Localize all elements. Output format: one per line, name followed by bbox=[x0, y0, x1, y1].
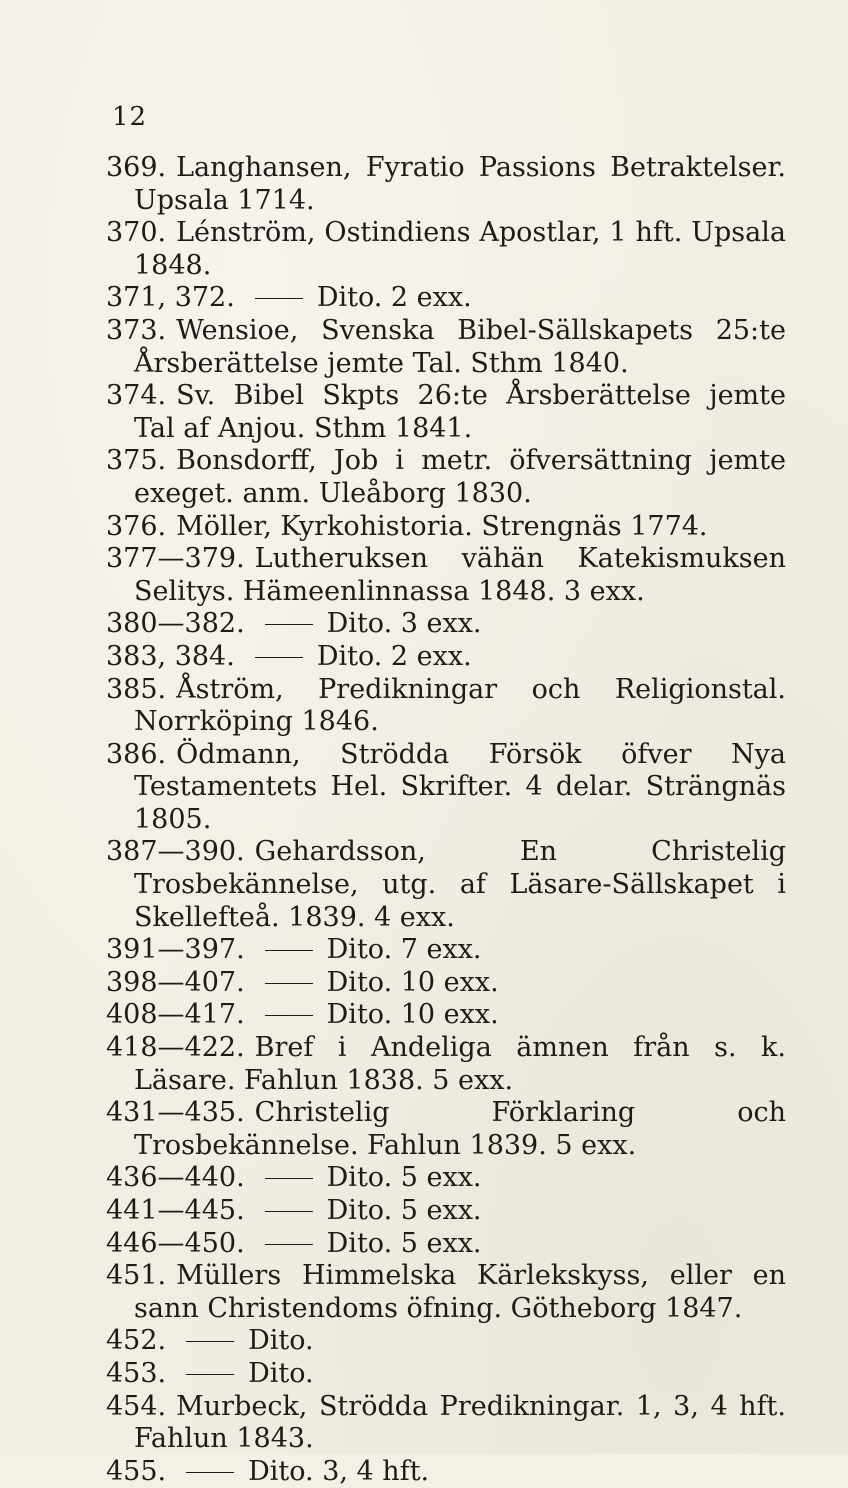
catalog-entry bbox=[106, 1032, 786, 1097]
catalog-entry bbox=[106, 999, 786, 1032]
entry-number: 431—435. bbox=[106, 1097, 245, 1129]
ditto-dash bbox=[265, 1015, 313, 1016]
entry-text: Dito. 7 exx. bbox=[326, 934, 482, 966]
entry-number: 380—382. bbox=[106, 608, 245, 640]
entry-text: Dito. 3, 4 hft. bbox=[248, 1455, 430, 1487]
entry-number: 386. bbox=[106, 738, 167, 770]
entry-text: Sv. Bibel Skpts 26:te Årsberättelse jemte Tal af Anjou. Sthm 1841. bbox=[134, 380, 786, 444]
entry-number: 383, 384. bbox=[106, 640, 235, 672]
entry-number: 451. bbox=[106, 1260, 167, 1292]
entry-number: 408—417. bbox=[106, 999, 245, 1031]
catalog-entry bbox=[106, 739, 786, 837]
entry-text: Dito. 10 exx. bbox=[326, 999, 499, 1031]
entry-text: Åström, Predikningar och Religionstal. Norrköping 1846. bbox=[134, 673, 786, 738]
catalog-entry bbox=[106, 967, 786, 1000]
entry-text: Murbeck, Strödda Predikningar. 1, 3, 4 hft. Fahlun 1843. bbox=[134, 1390, 786, 1455]
catalog-entries bbox=[106, 152, 786, 1488]
entry-number: 441—445. bbox=[106, 1195, 245, 1226]
entry-number: 452. bbox=[106, 1325, 167, 1357]
ditto-dash bbox=[265, 1244, 313, 1245]
ditto-dash bbox=[265, 983, 313, 984]
catalog-entry bbox=[106, 641, 786, 674]
entry-text: Möller, Kyrkohistoria. Strengnäs 1774. bbox=[176, 510, 708, 542]
entry-number: 436—440. bbox=[106, 1162, 245, 1194]
entry-number: 371, 372. bbox=[106, 282, 235, 314]
catalog-entry bbox=[106, 217, 786, 282]
catalog-entry bbox=[106, 315, 786, 380]
catalog-entry bbox=[106, 511, 786, 544]
catalog-entry bbox=[106, 543, 786, 608]
ditto-dash bbox=[265, 624, 313, 625]
ditto-dash bbox=[186, 1341, 234, 1342]
entry-text: Dito. bbox=[248, 1325, 314, 1357]
catalog-entry bbox=[106, 1456, 786, 1488]
entry-text: Dito. 5 exx. bbox=[326, 1162, 482, 1194]
entry-text: Dito. 2 exx. bbox=[316, 640, 472, 672]
entry-number: 387—390. bbox=[106, 836, 245, 868]
entry-number: 454. bbox=[106, 1390, 167, 1422]
catalog-entry bbox=[106, 1195, 786, 1228]
ditto-dash bbox=[186, 1472, 234, 1473]
ditto-dash bbox=[186, 1374, 234, 1375]
entry-text: Christelig Förklaring och Trosbekännelse. Fahlun 1839. 5 exx. bbox=[134, 1097, 786, 1161]
entry-number: 385. bbox=[106, 673, 167, 705]
entry-text: Dito. 3 exx. bbox=[326, 608, 482, 640]
entry-number: 418—422. bbox=[106, 1032, 245, 1064]
entry-number: 369. bbox=[106, 152, 167, 183]
entry-number: 373. bbox=[106, 314, 167, 346]
page-number: 12 bbox=[112, 102, 148, 132]
catalog-entry bbox=[106, 1228, 786, 1261]
catalog-entry bbox=[106, 1358, 786, 1391]
entry-number: 455. bbox=[106, 1455, 167, 1487]
entry-text: Lénström, Ostindiens Apostlar, 1 hft. Upsala 1848. bbox=[134, 217, 786, 281]
catalog-entry bbox=[106, 608, 786, 641]
catalog-entry bbox=[106, 1260, 786, 1325]
catalog-entry bbox=[106, 1097, 786, 1162]
ditto-dash bbox=[255, 657, 303, 658]
catalog-entry bbox=[106, 1325, 786, 1358]
catalog-entry bbox=[106, 836, 786, 934]
entry-number: 391—397. bbox=[106, 934, 245, 966]
catalog-entry bbox=[106, 1391, 786, 1456]
entry-text: Dito. 10 exx. bbox=[326, 966, 499, 998]
ditto-dash bbox=[265, 950, 313, 951]
entry-text: Dito. 5 exx. bbox=[326, 1195, 482, 1226]
entry-text: Lutheruksen vähän Katekismuksen Selitys. Hämeenlinnassa 1848. 3 exx. bbox=[134, 543, 786, 607]
entry-number: 377—379. bbox=[106, 543, 245, 575]
entry-text: Dito. 2 exx. bbox=[316, 282, 472, 314]
entry-text: Langhansen, Fyratio Passions Betraktelser. Upsala 1714. bbox=[134, 152, 786, 216]
entry-number: 398—407. bbox=[106, 966, 245, 998]
catalog-entry bbox=[106, 445, 786, 510]
ditto-dash bbox=[265, 1211, 313, 1212]
catalog-entry bbox=[106, 934, 786, 967]
catalog-entry bbox=[106, 152, 786, 217]
entry-number: 370. bbox=[106, 217, 167, 249]
catalog-entry bbox=[106, 282, 786, 315]
entry-number: 446—450. bbox=[106, 1227, 245, 1259]
ditto-dash bbox=[255, 298, 303, 299]
entry-text: Bonsdorff, Job i metr. öfversättning jemte exeget. anm. Uleåborg 1830. bbox=[134, 445, 786, 509]
entry-number: 375. bbox=[106, 445, 167, 477]
entry-text: Dito. 5 exx. bbox=[326, 1227, 482, 1259]
entry-text: Ödmann, Strödda Försök öfver Nya Testamentets Hel. Skrifter. 4 delar. Strängnäs 1805. bbox=[134, 738, 786, 835]
entry-text: Dito. bbox=[248, 1357, 314, 1389]
entry-text: Müllers Himmelska Kärlekskyss, eller en sann Christendoms öfning. Götheborg 1847. bbox=[134, 1260, 786, 1324]
entry-text: Wensioe, Svenska Bibel-Sällskapets 25:te Årsberättelse jemte Tal. Sthm 1840. bbox=[134, 314, 786, 379]
entry-number: 376. bbox=[106, 510, 167, 542]
entry-text: Gehardsson, En Christelig Trosbekännelse, utg. af Läsare-Sällskapet i Skellefteå. 1839. 4 exx. bbox=[134, 836, 786, 933]
entry-text: Bref i Andeliga ämnen från s. k. Läsare. Fahlun 1838. 5 exx. bbox=[134, 1032, 786, 1096]
entry-number: 374. bbox=[106, 380, 167, 412]
ditto-dash bbox=[265, 1178, 313, 1179]
catalog-entry bbox=[106, 1162, 786, 1195]
catalog-entry bbox=[106, 674, 786, 739]
entry-number: 453. bbox=[106, 1357, 167, 1389]
catalog-entry bbox=[106, 380, 786, 445]
